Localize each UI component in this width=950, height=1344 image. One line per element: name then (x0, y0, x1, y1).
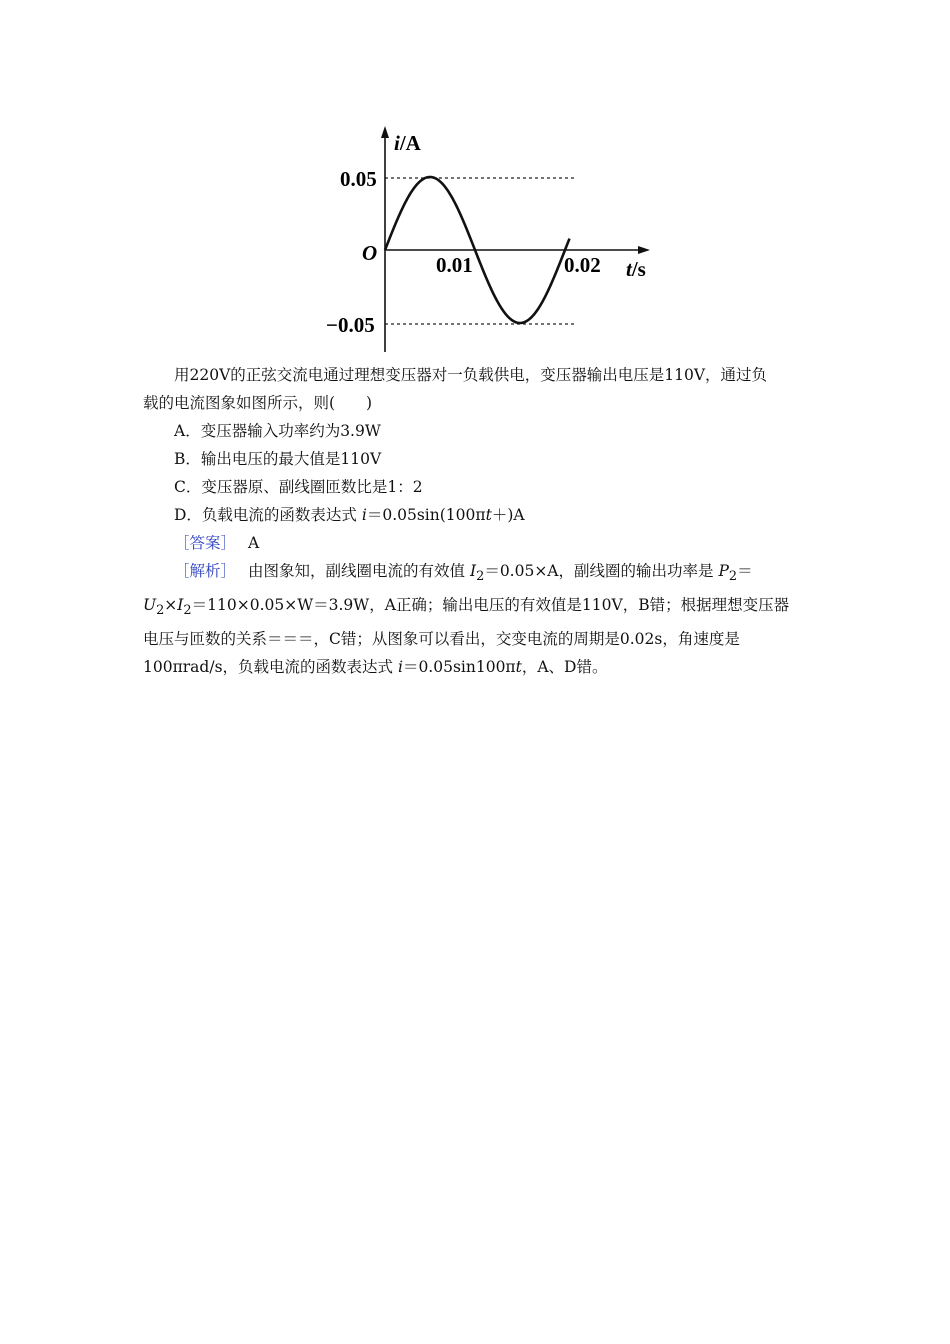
x-axis-label: t/s (626, 257, 646, 281)
option-d: D．负载电流的函数表达式 i＝0.05sin(100πt＋)A (174, 506, 525, 524)
answer-line (143, 529, 813, 557)
option-c: C．变压器原、副线圈匝数比是1：2 (174, 478, 423, 496)
analysis-line-1: ［解析］ 由图象知，副线圈电流的有效值 $I_2=0.05\times A$，副线圈的输出功率是 $P_2=$ (174, 562, 753, 585)
option-b: B．输出电压的最大值是110V (174, 450, 382, 468)
analysis-tag: ［解析］ (174, 562, 237, 580)
answer-value: A (248, 534, 260, 552)
y-axis-label: i/A (394, 131, 421, 155)
x-tick-1: 0.01 (436, 253, 473, 277)
x-axis-arrow (638, 246, 650, 254)
answer-tag: ［答案］ (174, 534, 237, 552)
analysis-line-2: $U_2\times I_2=110\times 0.05\times W=3.9W$，A正确；输出电压的有效值是110V，B错；根据理想变压器 (143, 596, 790, 619)
question-line-1: 用220V的正弦交流电通过理想变压器对一负载供电，变压器输出电压是110V，通过负 (174, 366, 768, 384)
option-a: A．变压器输入功率约为3.9W (174, 422, 381, 440)
question-block (143, 361, 813, 681)
analysis-line-4: 100πrad/s，负载电流的函数表达式 i＝0.05sin100πt，A、D错。 (143, 658, 608, 677)
x-tick-2: 0.02 (564, 253, 601, 277)
origin-label: O (362, 241, 378, 265)
analysis-line-3: 电压与匝数的关系＝＝＝，C错；从图象可以看出，交变电流的周期是0.02s，角速度是 (143, 630, 740, 649)
current-time-graph (318, 120, 658, 360)
y-axis-arrow (381, 126, 389, 138)
question-line-2: 载的电流图象如图所示，则( ) (143, 394, 373, 412)
y-tick-top: 0.05 (340, 167, 377, 191)
y-tick-bottom: −0.05 (326, 313, 375, 337)
